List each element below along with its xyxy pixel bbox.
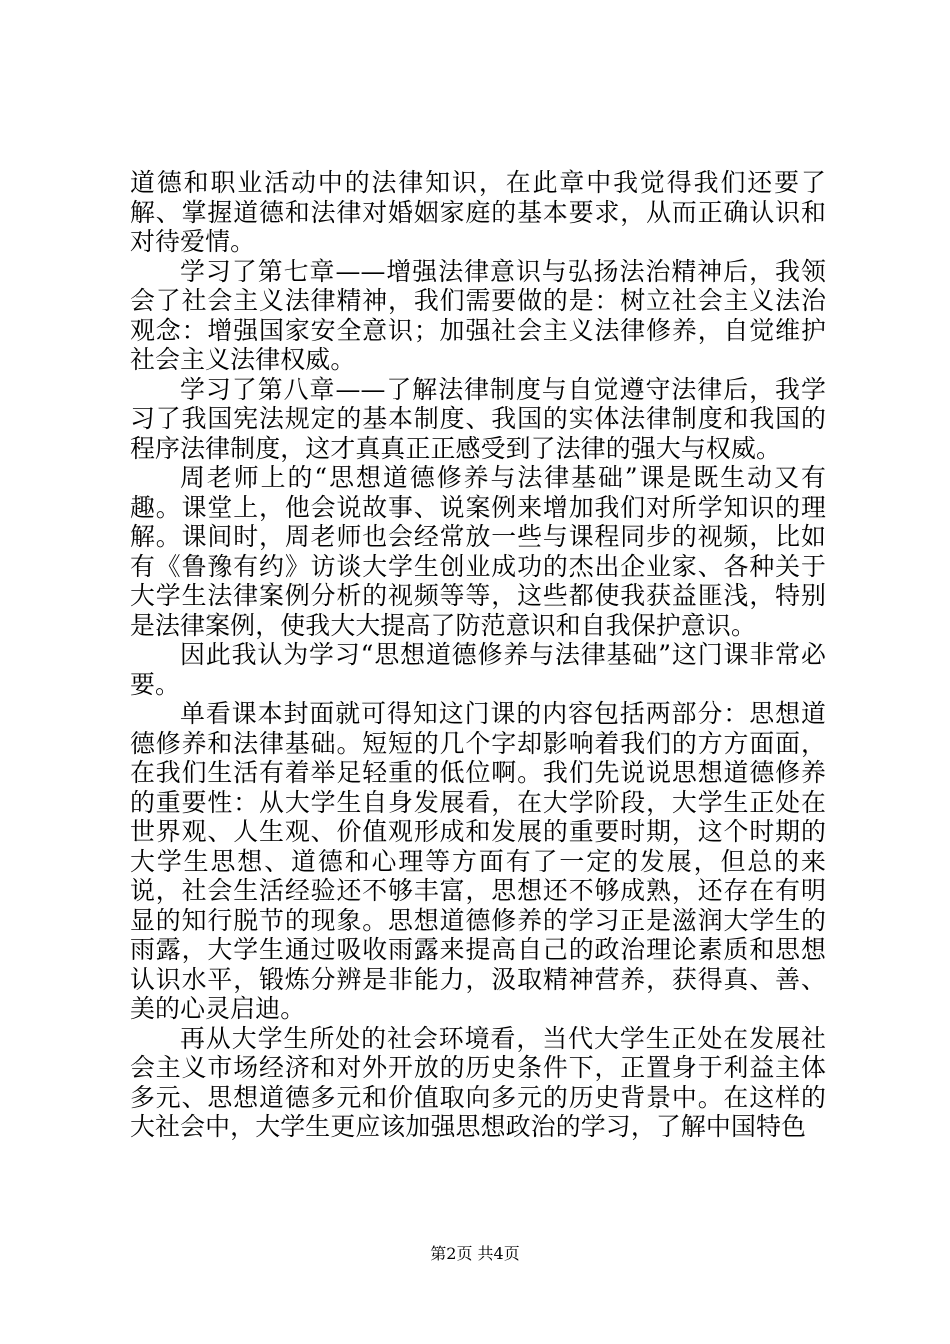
paragraph-6: 单看课本封面就可得知这门课的内容包括两部分：思想道德修养和法律基础。短短的几个字却影响着我们的方方面面，在我们生活有着举足轻重的低位啊。我们先说说思想道德修养的重要性：从大学生自身发展看，在大学阶段，大学生正处在世界观、人生观、价值观形成和发展的重要时期，这个时期的大学生思想、道德和心理等方面有了一定的发展，但总的来说，社会生活经验还不够丰富，思想还不够成熟，还存在有明显的知行脱节的现象。思想道德修养的学习正是滋润大学生的雨露，大学生通过吸收雨露来提高自己的政治理论素质和思想认识水平，锻炼分辨是非能力，汲取精神营养，获得真、善、美的心灵启迪。 bbox=[130, 699, 826, 1023]
paragraph-2: 学习了第七章——增强法律意识与弘扬法治精神后，我领会了社会主义法律精神，我们需要做的是：树立社会主义法治观念：增强国家安全意识；加强社会主义法律修养，自觉维护社会主义法律权威。 bbox=[130, 256, 826, 374]
page-number-footer: 第2页 共4页 bbox=[430, 1244, 520, 1263]
paragraph-5: 因此我认为学习“思想道德修养与法律基础”这门课非常必要。 bbox=[130, 640, 826, 699]
paragraph-1: 道德和职业活动中的法律知识，在此章中我觉得我们还要了解、掌握道德和法律对婚姻家庭的基本要求，从而正确认识和对待爱情。 bbox=[130, 168, 826, 256]
paragraph-3: 学习了第八章——了解法律制度与自觉遵守法律后，我学习了我国宪法规定的基本制度、我国的实体法律制度和我国的程序法律制度，这才真真正正感受到了法律的强大与权威。 bbox=[130, 374, 826, 463]
paragraph-4: 周老师上的“思想道德修养与法律基础”课是既生动又有趣。课堂上，他会说故事、说案例来增加我们对所学知识的理解。课间时，周老师也会经常放一些与课程同步的视频，比如有《鲁豫有约》访谈大学生创业成功的杰出企业家、各种关于大学生法律案例分析的视频等等，这些都使我获益匪浅，特别是法律案例，使我大大提高了防范意识和自我保护意识。 bbox=[130, 463, 826, 640]
paragraph-7: 再从大学生所处的社会环境看，当代大学生正处在发展社会主义市场经济和对外开放的历史条件下，正置身于利益主体多元、思想道德多元和价值取向多元的历史背景中。在这样的大社会中，大学生更应该加强思想政治的学习，了解中国特色 bbox=[130, 1023, 826, 1141]
document-body bbox=[130, 168, 826, 1142]
